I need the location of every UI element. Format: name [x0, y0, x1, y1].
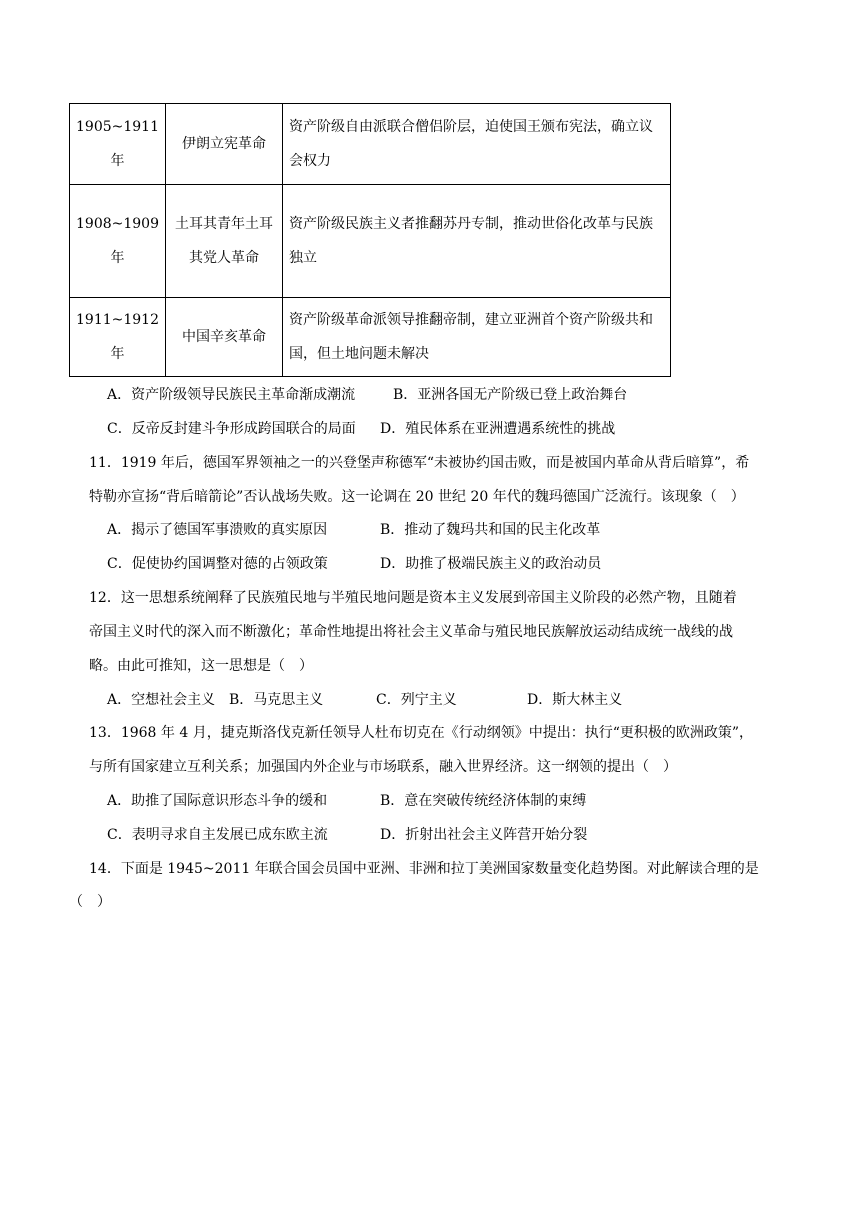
q11-option-c[interactable]: C．促使协约国调整对德的占领政策: [107, 556, 328, 572]
table-cell-desc: 资产阶级自由派联合僧侣阶层，迫使国王颁布宪法，确立议会权力: [283, 104, 671, 185]
q13-option-d[interactable]: D．折射出社会主义阵营开始分裂: [380, 827, 588, 843]
q13-stem-line1: 13．1968 年 4 月，捷克斯洛伐克新任领导人杜布切克在《行动纲领》中提出：执行“更积极的欧洲政策”，: [89, 725, 754, 741]
table-cell-desc: 资产阶级革命派领导推翻帝制，建立亚洲首个资产阶级共和国，但土地问题未解决: [283, 298, 671, 377]
table-cell-name: 土耳其青年土耳其党人革命: [166, 185, 283, 298]
q12-option-c[interactable]: C．列宁主义: [376, 692, 457, 708]
table-row: [70, 298, 671, 377]
q12-option-d[interactable]: D．斯大林主义: [527, 692, 623, 708]
q13-option-b[interactable]: B．意在突破传统经济体制的束缚: [380, 793, 587, 809]
q13-option-c[interactable]: C．表明寻求自主发展已成东欧主流: [107, 827, 328, 843]
q11-stem-line1: 11．1919 年后，德国军界领袖之一的兴登堡声称德军“未被协约国击败，而是被国内革命从背后暗算”，希: [89, 455, 750, 471]
table-row: [70, 104, 671, 185]
q12-option-a[interactable]: A．空想社会主义: [107, 692, 216, 708]
q12-option-b[interactable]: B．马克思主义: [229, 692, 324, 708]
q10-option-c[interactable]: C．反帝反封建斗争形成跨国联合的局面: [107, 421, 356, 437]
q14-stem-line1: 14．下面是 1945~2011 年联合国会员国中亚洲、非洲和拉丁美洲国家数量变化趋势图。对此解读合理的是: [89, 861, 759, 877]
q11-option-d[interactable]: D．助推了极端民族主义的政治动员: [380, 556, 602, 572]
q10-option-b[interactable]: B．亚洲各国无产阶级已登上政治舞台: [393, 387, 628, 403]
q12-stem-line3: 略。由此可推知，这一思想是（ ）: [89, 658, 313, 674]
table-cell-date: 1905~1911年: [70, 104, 166, 185]
revolutions-table: [69, 103, 671, 377]
table-cell-name: 中国辛亥革命: [166, 298, 283, 377]
q13-option-a[interactable]: A．助推了国际意识形态斗争的缓和: [107, 793, 328, 809]
q13-stem-line2: 与所有国家建立互利关系；加强国内外企业与市场联系，融入世界经济。这一纲领的提出（ ）: [89, 759, 677, 775]
q10-option-d[interactable]: D．殖民体系在亚洲遭遇系统性的挑战: [380, 421, 616, 437]
q11-option-b[interactable]: B．推动了魏玛共和国的民主化改革: [380, 522, 601, 538]
q11-stem-line2: 特勒亦宣扬“背后暗箭论”否认战场失败。这一论调在 20 世纪 20 年代的魏玛德国广泛流行。该现象（ ）: [89, 489, 745, 505]
table-cell-desc: 资产阶级民族主义者推翻苏丹专制，推动世俗化改革与民族独立: [283, 185, 671, 298]
table-row: [70, 185, 671, 298]
table-cell-name: 伊朗立宪革命: [166, 104, 283, 185]
table-cell-date: 1911~1912年: [70, 298, 166, 377]
q10-option-a[interactable]: A．资产阶级领导民族民主革命渐成潮流: [107, 387, 356, 403]
table-cell-date: 1908~1909年: [70, 185, 166, 298]
q14-stem-line2: （ ）: [69, 894, 111, 910]
q12-stem-line1: 12．这一思想系统阐释了民族殖民地与半殖民地问题是资本主义发展到帝国主义阶段的必然产物，且随着: [89, 590, 737, 606]
q11-option-a[interactable]: A．揭示了德国军事溃败的真实原因: [107, 522, 328, 538]
q12-stem-line2: 帝国主义时代的深入而不断激化；革命性地提出将社会主义革命与殖民地民族解放运动结成统一战线的战: [89, 624, 733, 640]
